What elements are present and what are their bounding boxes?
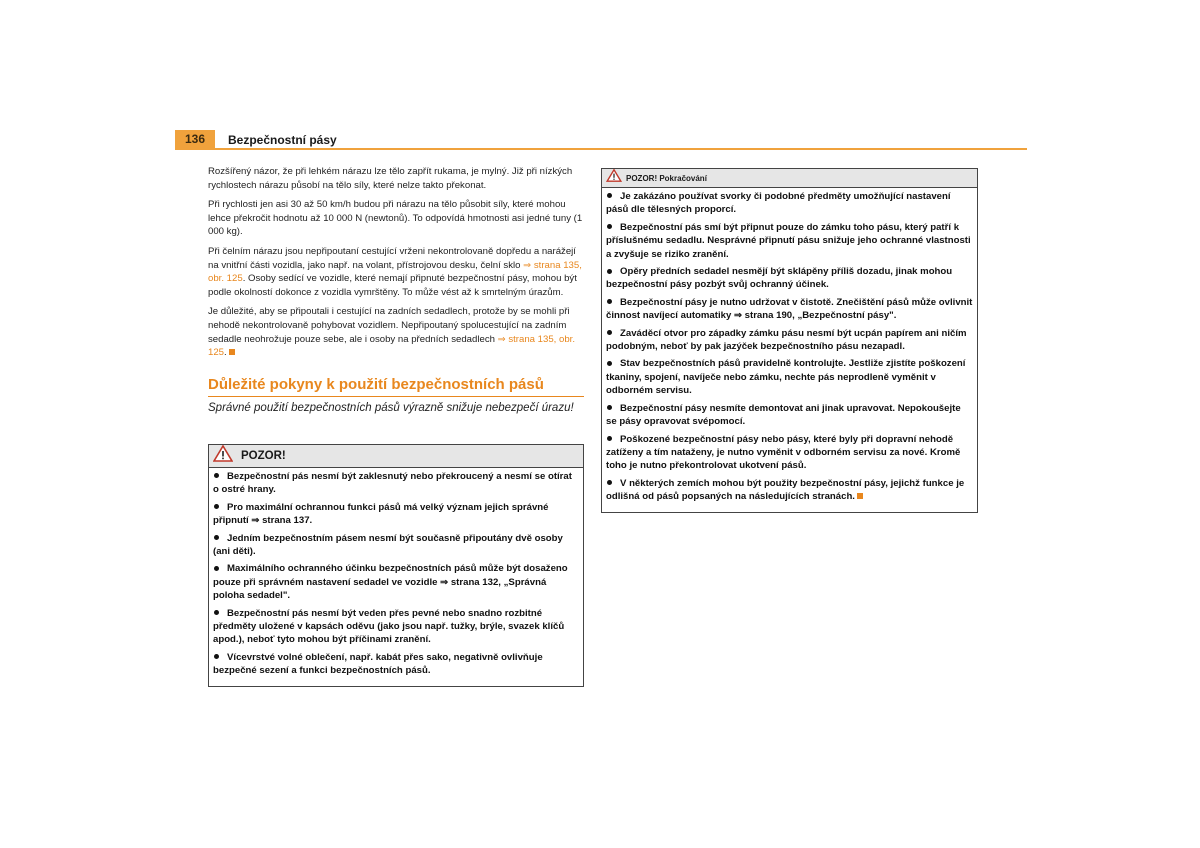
paragraph-3-text-end: . Osoby sedící ve vozidle, které nemají připnuté bezpečnostní pásy, mohou být podle okolností dokonce z vozidla vymrštěny. To může vést až k smrtelným úrazům. <box>208 273 577 298</box>
warning-item <box>606 221 973 261</box>
end-square-icon <box>229 349 235 355</box>
warning-item-text: Pro maximální ochrannou funkci pásů má velký význam jejich správné připnutí ⇒ strana 137. <box>213 501 549 527</box>
warning-item <box>213 470 579 497</box>
bullet-icon <box>607 224 612 229</box>
warning-box <box>208 444 584 687</box>
bullet-icon <box>607 436 612 441</box>
bullet-icon <box>214 610 219 615</box>
page-number: 136 <box>175 130 215 148</box>
warning-item <box>606 265 973 292</box>
bullet-icon <box>607 330 612 335</box>
warning-item <box>213 532 579 559</box>
warning-item <box>606 327 973 354</box>
warning-item <box>213 562 579 602</box>
paragraph-4 <box>208 305 584 359</box>
bullet-icon <box>607 193 612 198</box>
warning-item-text: Bezpečnostní pás nesmí být veden přes pevné nebo snadno rozbitné předměty uložené v kapsách oděvu (jako jsou např. tužky, brýle, svazek klíčů apod.), neboť tyto mohou být příčinami zranění. <box>213 607 565 646</box>
bullet-icon <box>607 480 612 485</box>
header-rule <box>175 148 1027 150</box>
warning-item <box>606 433 973 473</box>
section-heading: Důležité pokyny k použití bezpečnostních pásů <box>208 376 584 397</box>
section-subtitle: Správné použití bezpečnostních pásů výrazně snižuje nebezpečí úrazu! <box>208 401 574 414</box>
bullet-icon <box>607 299 612 304</box>
warning-item-text: Bezpečnostní pás nesmí být zaklesnutý nebo překroucený a nesmí se otírat o ostré hrany. <box>213 471 572 496</box>
warning-item-text: Bezpečnostní pásy je nutno udržovat v čistotě. Znečištění pásů může ovlivnit činnost navíjecí automatiky ⇒ strana 190, „Bezpečnostní pásy". <box>606 296 973 322</box>
warning-item-text: Opěry předních sedadel nesmějí být sklápěny příliš dozadu, jinak mohou bezpečnostní pásy pozbýt svůj ochranný účinek. <box>606 266 953 291</box>
warning-header <box>602 169 977 188</box>
warning-item <box>606 357 973 397</box>
cross-reference-link[interactable]: ⇒ strana 135, obr. 125 <box>208 333 575 359</box>
cross-reference-link[interactable]: ⇒ strana 135, obr. 125 <box>208 259 582 285</box>
bullet-icon <box>607 405 612 410</box>
bullet-icon <box>214 566 219 571</box>
bullet-icon <box>214 535 219 540</box>
warning-box-continued <box>601 168 978 513</box>
warning-list <box>209 468 583 686</box>
warning-title: POZOR! Pokračování <box>626 173 707 183</box>
paragraph-3-text: Při čelním nárazu jsou nepřipoutaní cestující vrženi nekontrolovaně dopředu a narážejí na vnitřní části vozidla, jako např. na volant, přístrojovou desku, čelní sklo <box>208 245 576 271</box>
end-square-icon <box>857 493 863 499</box>
paragraph-3 <box>208 245 584 299</box>
warning-item-text: Je zakázáno používat svorky či podobné předměty umožňující nastavení pásů dle tělesných proporcí. <box>606 191 951 216</box>
warning-item <box>213 501 579 528</box>
warning-item-text: Zaváděcí otvor pro západky zámku pásu nesmí být ucpán papírem ani ničím podobným, neboť by pak jazýček bezpečnostního pásu nezapadl. <box>606 327 967 353</box>
left-column <box>208 165 584 428</box>
warning-item-text: Bezpečnostní pás smí být připnut pouze do zámku toho pásu, který patří k příslušnému sedadlu. Nesprávné připnutí pásu snižuje jeho ochranné vlastnosti a zvyšuje se riziko zranění. <box>606 221 971 260</box>
warning-item <box>213 651 579 678</box>
warning-item-text: Maximálního ochranného účinku bezpečnostních pásů může být dosaženo pouze při správném nastavení sedadel ve vozidle ⇒ strana 132, „Správná poloha sedadel". <box>213 563 568 602</box>
page-header-title: Bezpečnostní pásy <box>228 133 337 147</box>
warning-title: POZOR! <box>241 450 286 462</box>
paragraph-4-text: Je důležité, aby se připoutali i cestující na zadních sedadlech, protože by se mohli při nehodě nekontrolovaně pohybovat vozidlem. Nepřipoutaný spolucestující na zadním sedadle neohrožuje pouze sebe, ale i osoby na předních sedadlech <box>208 306 570 345</box>
warning-item-text: Stav bezpečnostních pásů pravidelně kontrolujte. Jestliže zjistíte poškození tkaniny, spojení, navíječe nebo zámku, nechte pás neprodleně vyměnit v odborném servisu. <box>606 358 966 397</box>
paragraph-1: Rozšířený názor, že při lehkém nárazu lze tělo zapřít rukama, je mylný. Již při nízkých rychlostech nárazu působí na tělo síly, které nelze takto překonat. <box>208 166 573 191</box>
warning-item <box>606 402 973 429</box>
warning-item <box>606 296 973 323</box>
paragraph-4-text-end: . <box>224 347 227 359</box>
bullet-icon <box>607 361 612 366</box>
warning-item-text: Poškozené bezpečnostní pásy nebo pásy, které byly při dopravní nehodě zatíženy a tím nataženy, je nutno vyměnit v odborném servisu za nové. Kromě toho je nutno překontrolovat ukotvení pásů. <box>606 433 961 472</box>
bullet-icon <box>607 269 612 274</box>
warning-item-text: Vícevrstvé volné oblečení, např. kabát přes sako, negativně ovlivňuje bezpečné sezení a funkci bezpečnostních pásů. <box>213 651 543 677</box>
warning-triangle-icon <box>606 169 622 187</box>
paragraph-2: Při rychlosti jen asi 30 až 50 km/h budou při nárazu na tělo působit síly, které mohou lehce překročit hodnotu až 10 000 N (newtonů). To odpovídá hmotnosti asi jedné tuny (1 000 kg). <box>208 199 583 238</box>
warning-item <box>606 190 973 217</box>
bullet-icon <box>214 654 219 659</box>
warning-item-text: Bezpečnostní pásy nesmíte demontovat ani jinak upravovat. Nepokoušejte se pásy opravovat svépomocí. <box>606 402 961 428</box>
warning-triangle-icon <box>213 445 233 467</box>
warning-item-text: V některých zemích mohou být použity bezpečnostní pásy, jejichž funkce je odlišná od pásů popsaných na následujících stranách. <box>606 477 965 503</box>
bullet-icon <box>214 504 219 509</box>
warning-header <box>209 445 583 468</box>
warning-item-text: Jedním bezpečnostním pásem nesmí být současně připoutány dvě osoby (ani děti). <box>213 532 563 558</box>
warning-item <box>606 477 973 504</box>
warning-item <box>213 607 579 647</box>
bullet-icon <box>214 473 219 478</box>
warning-list <box>602 188 977 512</box>
